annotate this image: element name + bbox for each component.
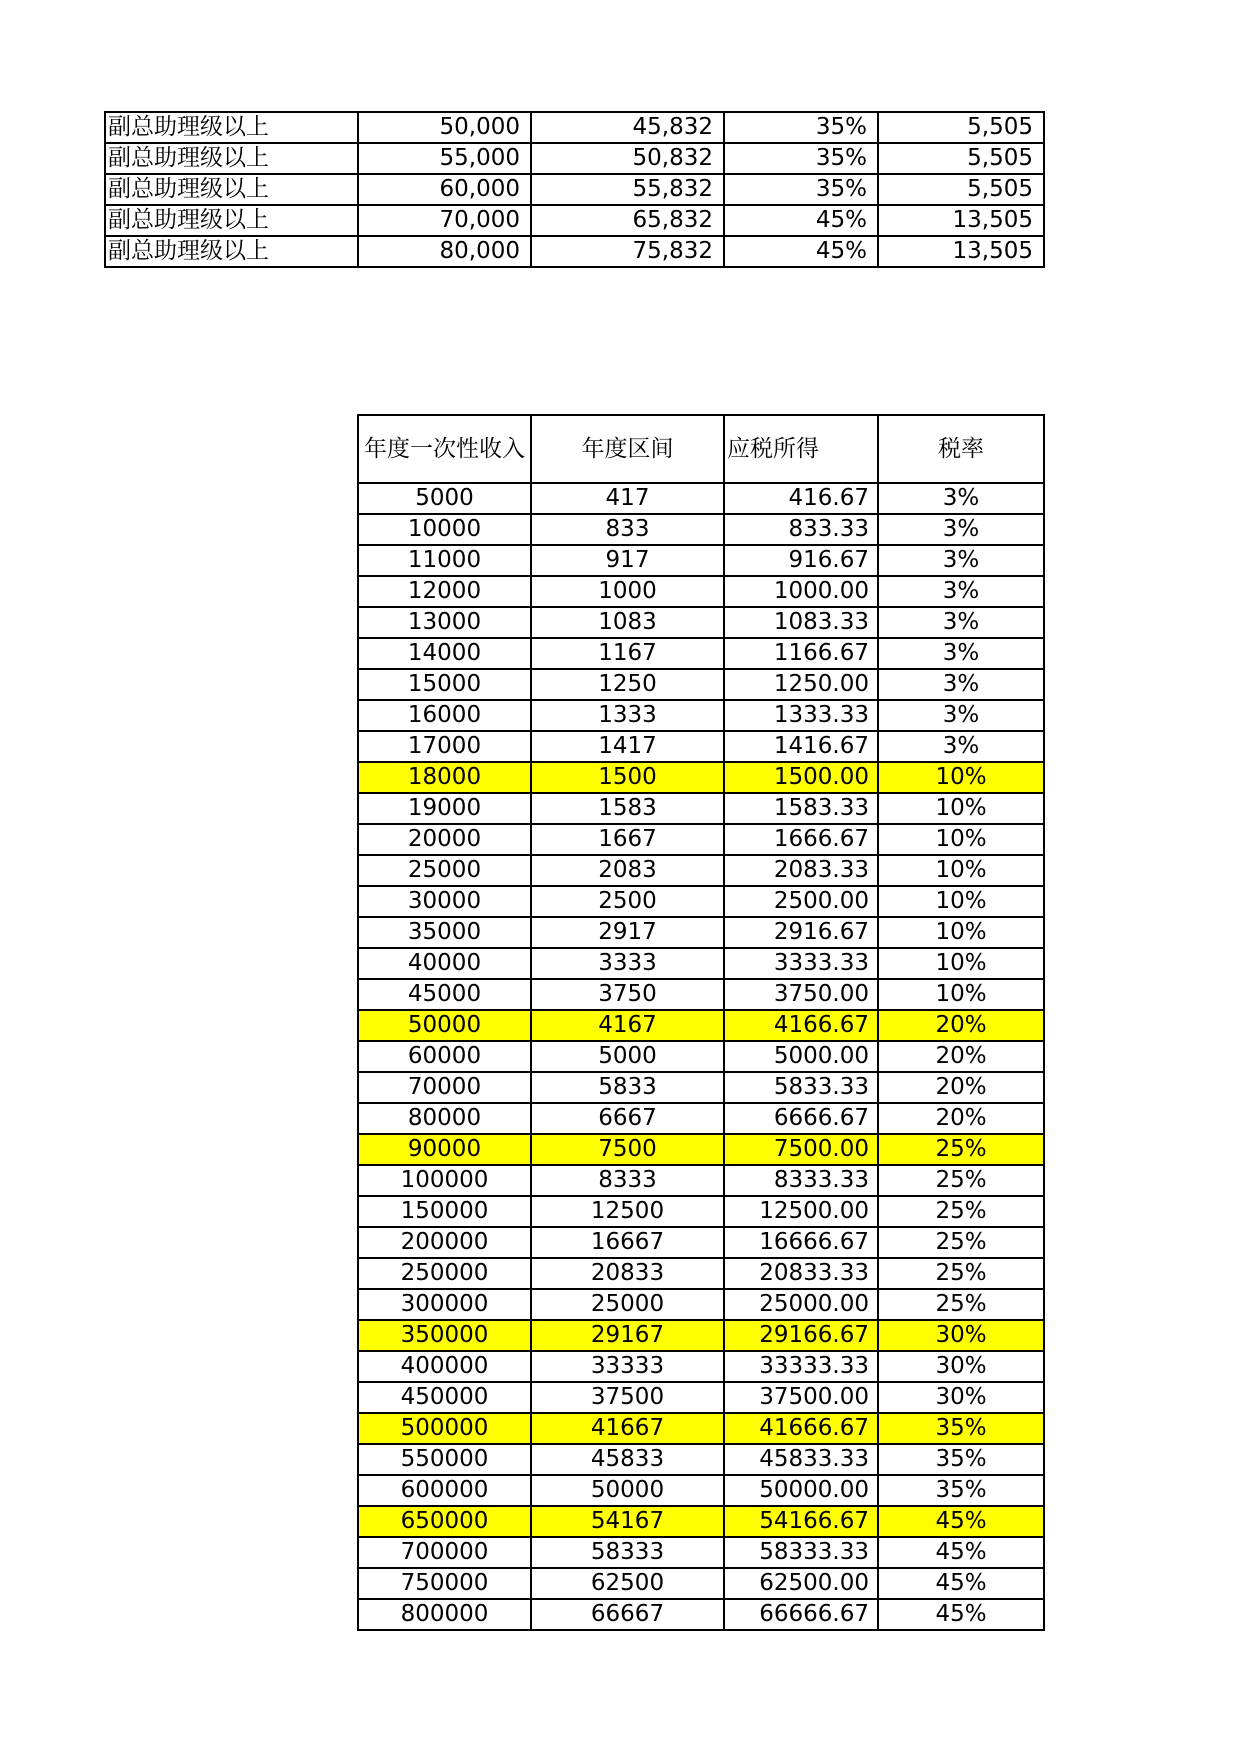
taxable-cell: 25000.00 [724,1289,878,1320]
taxable-cell: 8333.33 [724,1165,878,1196]
amount-cell: 70,000 [358,205,531,236]
table-row [358,1196,1044,1227]
rate-cell: 10% [878,948,1044,979]
grade-cell: 副总助理级以上 [105,205,358,236]
income-cell: 10000 [358,514,531,545]
taxable-cell: 62500.00 [724,1568,878,1599]
rate-cell: 35% [724,112,878,143]
amount-cell: 60,000 [358,174,531,205]
income-cell: 600000 [358,1475,531,1506]
interval-cell: 45833 [531,1444,724,1475]
taxable-cell: 1333.33 [724,700,878,731]
rate-cell: 45% [878,1599,1044,1630]
table-row [358,731,1044,762]
taxable-cell: 3750.00 [724,979,878,1010]
taxable-cell: 4166.67 [724,1010,878,1041]
income-cell: 100000 [358,1165,531,1196]
income-cell: 30000 [358,886,531,917]
annual-bonus-tax-table [357,414,1045,1631]
rate-cell: 30% [878,1320,1044,1351]
income-cell: 60000 [358,1041,531,1072]
taxable-cell: 1166.67 [724,638,878,669]
header-taxable-income: 应税所得 [724,415,878,483]
table-row [358,948,1044,979]
rate-cell: 10% [878,762,1044,793]
rate-cell: 30% [878,1351,1044,1382]
table-row [358,1506,1044,1537]
rate-cell: 25% [878,1196,1044,1227]
rate-cell: 25% [878,1289,1044,1320]
rate-cell: 25% [878,1134,1044,1165]
rate-cell: 3% [878,731,1044,762]
amount-cell: 80,000 [358,236,531,267]
income-cell: 12000 [358,576,531,607]
taxable-cell: 6666.67 [724,1103,878,1134]
header-annual-interval: 年度区间 [531,415,724,483]
income-cell: 150000 [358,1196,531,1227]
taxable-cell: 37500.00 [724,1382,878,1413]
income-cell: 5000 [358,483,531,514]
interval-cell: 16667 [531,1227,724,1258]
table-row [358,1041,1044,1072]
table-row [358,669,1044,700]
rate-cell: 3% [878,514,1044,545]
rate-cell: 20% [878,1041,1044,1072]
income-cell: 17000 [358,731,531,762]
table-row [358,514,1044,545]
income-cell: 20000 [358,824,531,855]
taxable-cell: 41666.67 [724,1413,878,1444]
rate-cell: 45% [724,205,878,236]
income-cell: 18000 [358,762,531,793]
rate-cell: 10% [878,824,1044,855]
taxable-cell: 1250.00 [724,669,878,700]
income-cell: 40000 [358,948,531,979]
income-cell: 70000 [358,1072,531,1103]
taxable-cell: 416.67 [724,483,878,514]
rate-cell: 3% [878,638,1044,669]
taxable-cell: 45833.33 [724,1444,878,1475]
table-row [358,886,1044,917]
interval-cell: 58333 [531,1537,724,1568]
income-cell: 16000 [358,700,531,731]
rate-cell: 3% [878,483,1044,514]
table-row [358,1475,1044,1506]
taxable-cell: 1666.67 [724,824,878,855]
interval-cell: 1000 [531,576,724,607]
income-cell: 13000 [358,607,531,638]
taxable-cell: 1000.00 [724,576,878,607]
rate-cell: 10% [878,886,1044,917]
salary-tax-table-body [105,112,1044,267]
net-amount-cell: 75,832 [531,236,724,267]
taxable-cell: 12500.00 [724,1196,878,1227]
income-cell: 14000 [358,638,531,669]
table-row [358,1351,1044,1382]
rate-cell: 35% [724,174,878,205]
grade-cell: 副总助理级以上 [105,143,358,174]
taxable-cell: 50000.00 [724,1475,878,1506]
net-amount-cell: 65,832 [531,205,724,236]
income-cell: 450000 [358,1382,531,1413]
rate-cell: 35% [878,1444,1044,1475]
income-cell: 800000 [358,1599,531,1630]
rate-cell: 45% [878,1568,1044,1599]
net-amount-cell: 45,832 [531,112,724,143]
table-row [358,1258,1044,1289]
table-row [358,1227,1044,1258]
table-row [358,917,1044,948]
table-row [358,1010,1044,1041]
rate-cell: 30% [878,1382,1044,1413]
rate-cell: 20% [878,1103,1044,1134]
amount-cell: 50,000 [358,112,531,143]
interval-cell: 1667 [531,824,724,855]
taxable-cell: 7500.00 [724,1134,878,1165]
table-row [358,1072,1044,1103]
header-tax-rate: 税率 [878,415,1044,483]
interval-cell: 1083 [531,607,724,638]
salary-tax-table [104,111,1045,268]
table-row [358,1382,1044,1413]
rate-cell: 25% [878,1165,1044,1196]
income-cell: 700000 [358,1537,531,1568]
interval-cell: 3750 [531,979,724,1010]
table-row [358,979,1044,1010]
interval-cell: 33333 [531,1351,724,1382]
rate-cell: 25% [878,1227,1044,1258]
income-cell: 550000 [358,1444,531,1475]
income-cell: 400000 [358,1351,531,1382]
taxable-cell: 3333.33 [724,948,878,979]
taxable-cell: 916.67 [724,545,878,576]
interval-cell: 37500 [531,1382,724,1413]
net-amount-cell: 55,832 [531,174,724,205]
taxable-cell: 2916.67 [724,917,878,948]
table-row [105,143,1044,174]
interval-cell: 1417 [531,731,724,762]
rate-cell: 10% [878,793,1044,824]
rate-cell: 3% [878,669,1044,700]
income-cell: 650000 [358,1506,531,1537]
table-row [358,1103,1044,1134]
taxable-cell: 20833.33 [724,1258,878,1289]
interval-cell: 66667 [531,1599,724,1630]
rate-cell: 25% [878,1258,1044,1289]
table-row [358,1599,1044,1630]
taxable-cell: 33333.33 [724,1351,878,1382]
income-cell: 750000 [358,1568,531,1599]
income-cell: 35000 [358,917,531,948]
interval-cell: 12500 [531,1196,724,1227]
taxable-cell: 833.33 [724,514,878,545]
table-row [358,1444,1044,1475]
interval-cell: 2917 [531,917,724,948]
interval-cell: 1583 [531,793,724,824]
rate-cell: 10% [878,855,1044,886]
table-row [358,824,1044,855]
deduction-cell: 13,505 [878,236,1044,267]
interval-cell: 20833 [531,1258,724,1289]
interval-cell: 1167 [531,638,724,669]
rate-cell: 45% [878,1537,1044,1568]
rate-cell: 35% [724,143,878,174]
table-row [358,638,1044,669]
taxable-cell: 1500.00 [724,762,878,793]
table-row [358,576,1044,607]
grade-cell: 副总助理级以上 [105,174,358,205]
table-row [358,1289,1044,1320]
deduction-cell: 5,505 [878,174,1044,205]
interval-cell: 7500 [531,1134,724,1165]
table-header-row [358,415,1044,483]
table-row [358,1165,1044,1196]
interval-cell: 50000 [531,1475,724,1506]
interval-cell: 417 [531,483,724,514]
interval-cell: 5833 [531,1072,724,1103]
table-row [105,236,1044,267]
interval-cell: 5000 [531,1041,724,1072]
interval-cell: 54167 [531,1506,724,1537]
table-row [358,700,1044,731]
deduction-cell: 5,505 [878,143,1044,174]
rate-cell: 3% [878,607,1044,638]
income-cell: 50000 [358,1010,531,1041]
income-cell: 11000 [358,545,531,576]
table-row [358,762,1044,793]
taxable-cell: 29166.67 [724,1320,878,1351]
rate-cell: 3% [878,576,1044,607]
table-row [105,174,1044,205]
interval-cell: 3333 [531,948,724,979]
income-cell: 15000 [358,669,531,700]
taxable-cell: 16666.67 [724,1227,878,1258]
table-row [358,1568,1044,1599]
rate-cell: 3% [878,545,1044,576]
table-row [105,112,1044,143]
rate-cell: 20% [878,1010,1044,1041]
table-row [105,205,1044,236]
annual-bonus-tax-table-body [358,483,1044,1630]
income-cell: 25000 [358,855,531,886]
taxable-cell: 1583.33 [724,793,878,824]
table-row [358,1134,1044,1165]
table-row [358,607,1044,638]
income-cell: 350000 [358,1320,531,1351]
interval-cell: 917 [531,545,724,576]
table-row [358,1413,1044,1444]
rate-cell: 20% [878,1072,1044,1103]
deduction-cell: 13,505 [878,205,1044,236]
table-row [358,1537,1044,1568]
rate-cell: 45% [724,236,878,267]
income-cell: 80000 [358,1103,531,1134]
income-cell: 19000 [358,793,531,824]
taxable-cell: 5000.00 [724,1041,878,1072]
interval-cell: 2500 [531,886,724,917]
rate-cell: 35% [878,1475,1044,1506]
interval-cell: 41667 [531,1413,724,1444]
income-cell: 45000 [358,979,531,1010]
interval-cell: 2083 [531,855,724,886]
interval-cell: 29167 [531,1320,724,1351]
interval-cell: 1500 [531,762,724,793]
table-row [358,483,1044,514]
interval-cell: 6667 [531,1103,724,1134]
taxable-cell: 5833.33 [724,1072,878,1103]
interval-cell: 25000 [531,1289,724,1320]
rate-cell: 35% [878,1413,1044,1444]
table-row [358,855,1044,886]
grade-cell: 副总助理级以上 [105,236,358,267]
rate-cell: 10% [878,979,1044,1010]
taxable-cell: 2500.00 [724,886,878,917]
interval-cell: 1250 [531,669,724,700]
taxable-cell: 66666.67 [724,1599,878,1630]
rate-cell: 10% [878,917,1044,948]
income-cell: 500000 [358,1413,531,1444]
amount-cell: 55,000 [358,143,531,174]
taxable-cell: 58333.33 [724,1537,878,1568]
table-row [358,545,1044,576]
taxable-cell: 1416.67 [724,731,878,762]
taxable-cell: 54166.67 [724,1506,878,1537]
grade-cell: 副总助理级以上 [105,112,358,143]
interval-cell: 833 [531,514,724,545]
rate-cell: 45% [878,1506,1044,1537]
income-cell: 300000 [358,1289,531,1320]
net-amount-cell: 50,832 [531,143,724,174]
rate-cell: 3% [878,700,1044,731]
interval-cell: 1333 [531,700,724,731]
income-cell: 200000 [358,1227,531,1258]
interval-cell: 62500 [531,1568,724,1599]
header-annual-income: 年度一次性收入 [358,415,531,483]
taxable-cell: 2083.33 [724,855,878,886]
interval-cell: 4167 [531,1010,724,1041]
table-row [358,1320,1044,1351]
interval-cell: 8333 [531,1165,724,1196]
deduction-cell: 5,505 [878,112,1044,143]
income-cell: 90000 [358,1134,531,1165]
income-cell: 250000 [358,1258,531,1289]
taxable-cell: 1083.33 [724,607,878,638]
table-row [358,793,1044,824]
